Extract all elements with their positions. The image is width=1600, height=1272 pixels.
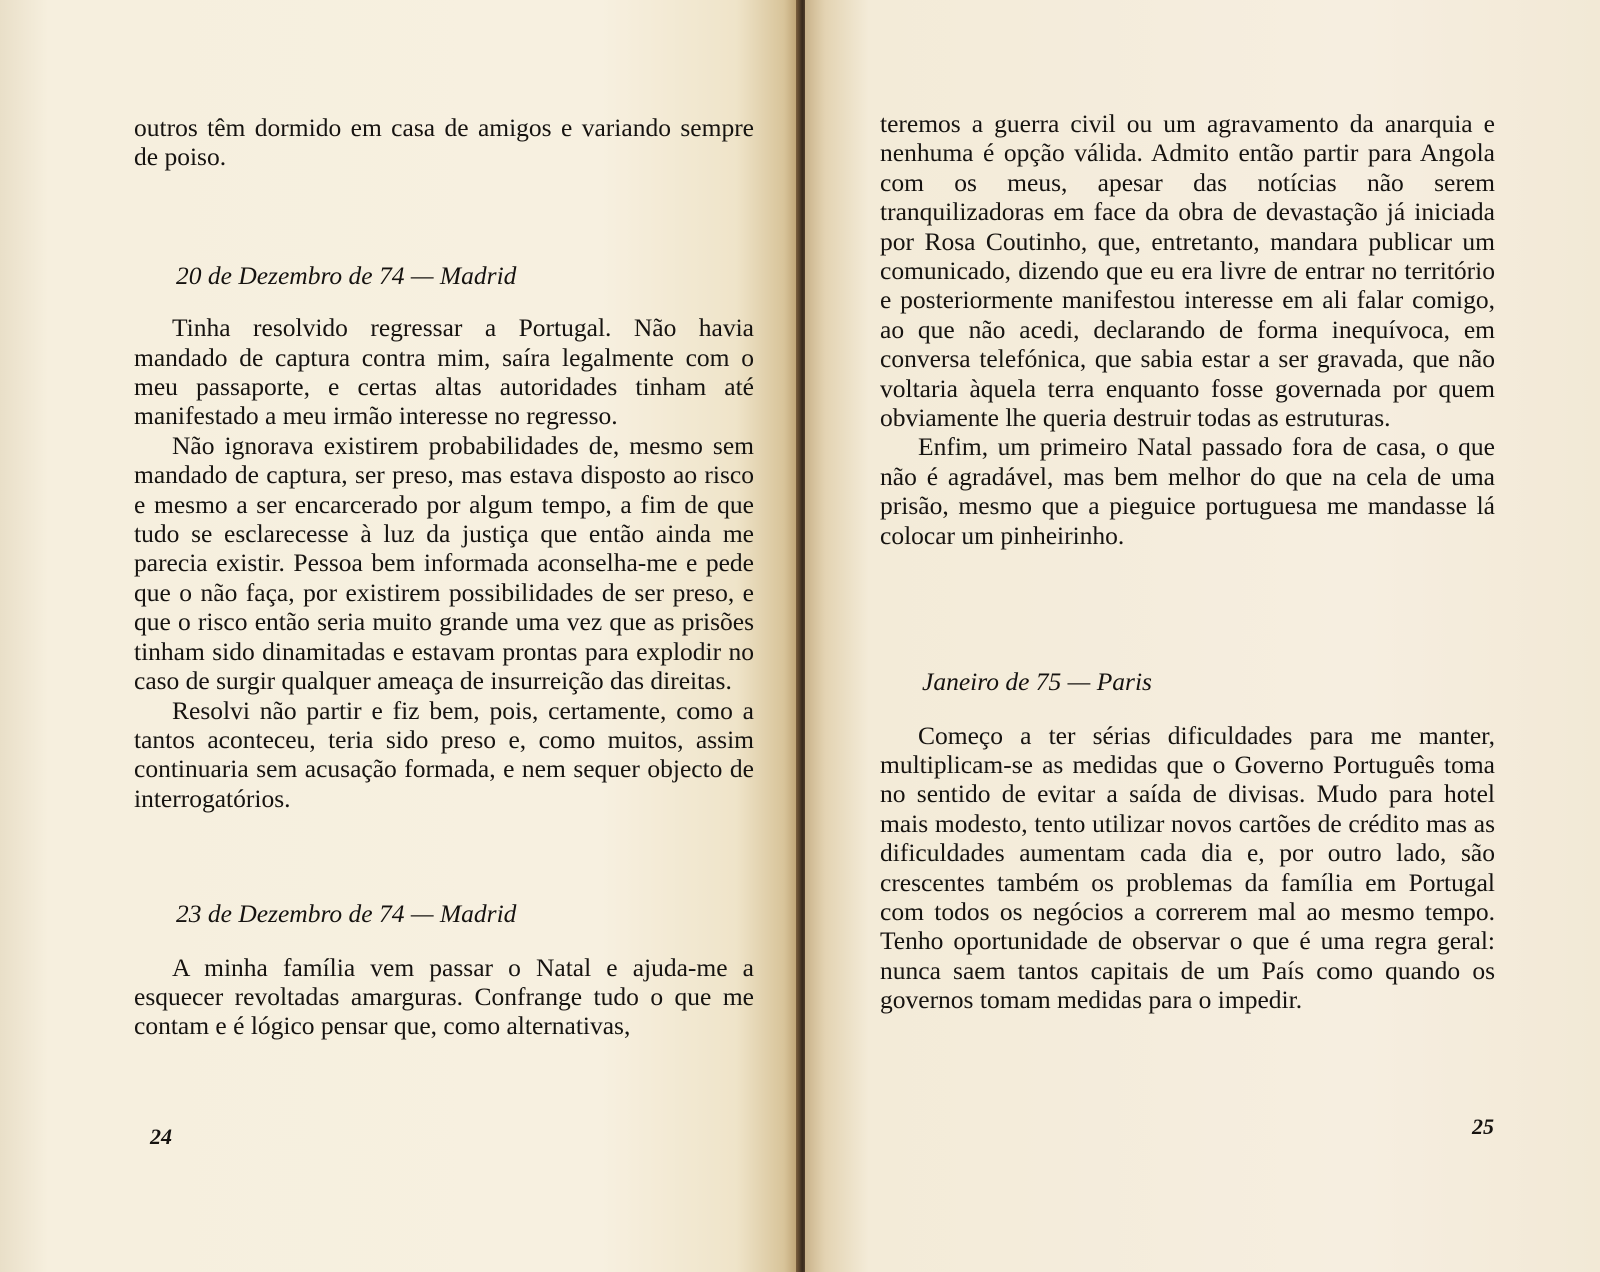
body-paragraph: Não ignorava existirem probabilidades de, mesmo sem mandado de captura, ser preso, mas estava disposto ao risco e mesmo a ser encarcerado por algum tempo, a fim de que tudo se esclarecesse à luz da justiça que então ainda me parecia existir. Pessoa bem informada aconselha-me e pede que o não faça, por existirem possibilidades de ser preso, e que o risco então seria muito grande uma vez que as prisões tinham sido dinamitadas e estavam prontas para explodir no caso de surgir qualquer ameaça de insurreição das direitas. bbox=[134, 430, 754, 696]
left-page-text bbox=[134, 113, 754, 1041]
left-opening-paragraph: outros têm dormido em casa de amigos e variando sempre de poiso. bbox=[134, 113, 754, 172]
body-paragraph: A minha família vem passar o Natal e ajuda-me a esquecer revoltadas amarguras. Confrange tudo o que me contam e é lógico pensar que, como alternativas, bbox=[134, 952, 754, 1041]
right-page-text bbox=[880, 109, 1495, 1015]
page-number-right: 25 bbox=[1472, 1114, 1494, 1139]
body-paragraph: Enfim, um primeiro Natal passado fora de casa, o que não é agradável, mas bem melhor do que na cela de uma prisão, mesmo que a pieguice portuguesa me mandasse lá colocar um pinheirinho. bbox=[880, 432, 1495, 550]
body-paragraph: Começo a ter sérias dificuldades para me manter, multiplicam-se as medidas que o Governo Português toma no sentido de evitar a saída de divisas. Mudo para hotel mais modesto, tento utilizar novos cartões de crédito mas as dificuldades aumentam cada dia e, por outro lado, são crescentes também os problemas da família em Portugal com todos os negócios a correrem mal ao mesmo tempo. Tenho oportunidade de observar o que é uma regra geral: nunca saem tantos capitais de um País como quando os governos tomam medidas para o impedir. bbox=[880, 720, 1495, 1015]
body-paragraph: Tinha resolvido regressar a Portugal. Não havia mandado de captura contra mim, saíra legalmente com o meu passaporte, e certas altas autoridades tinham até manifestado a meu irmão interesse no regresso. bbox=[134, 313, 754, 431]
entry-heading-20-dezembro: 20 de Dezembro de 74 — Madrid bbox=[176, 260, 517, 290]
continuation-paragraph: teremos a guerra civil ou um agravamento da anarquia e nenhuma é opção válida. Admito então partir para Angola com os meus, apesar das notícias não serem tranquilizadoras em face da obra de devastação já iniciada por Rosa Coutinho, que, entretanto, mandara publicar um comunicado, dizendo que eu era livre de entrar no território e posteriormente manifestou interesse em ali falar comigo, ao que não acedi, declarando de forma inequívoca, em conversa telefónica, que sabia estar a ser gravada, que não voltaria àquela terra enquanto fosse governada por quem obviamente lhe queria destruir todas as estruturas. bbox=[880, 109, 1495, 433]
entry-heading-janeiro: Janeiro de 75 — Paris bbox=[922, 667, 1152, 697]
page-number-left: 24 bbox=[150, 1124, 172, 1149]
entry-heading-23-dezembro: 23 de Dezembro de 74 — Madrid bbox=[176, 899, 517, 929]
body-paragraph: Resolvi não partir e fiz bem, pois, certamente, como a tantos aconteceu, teria sido preso e, como muitos, assim continuaria sem acusação formada, e nem sequer objecto de interrogatórios. bbox=[134, 695, 754, 813]
